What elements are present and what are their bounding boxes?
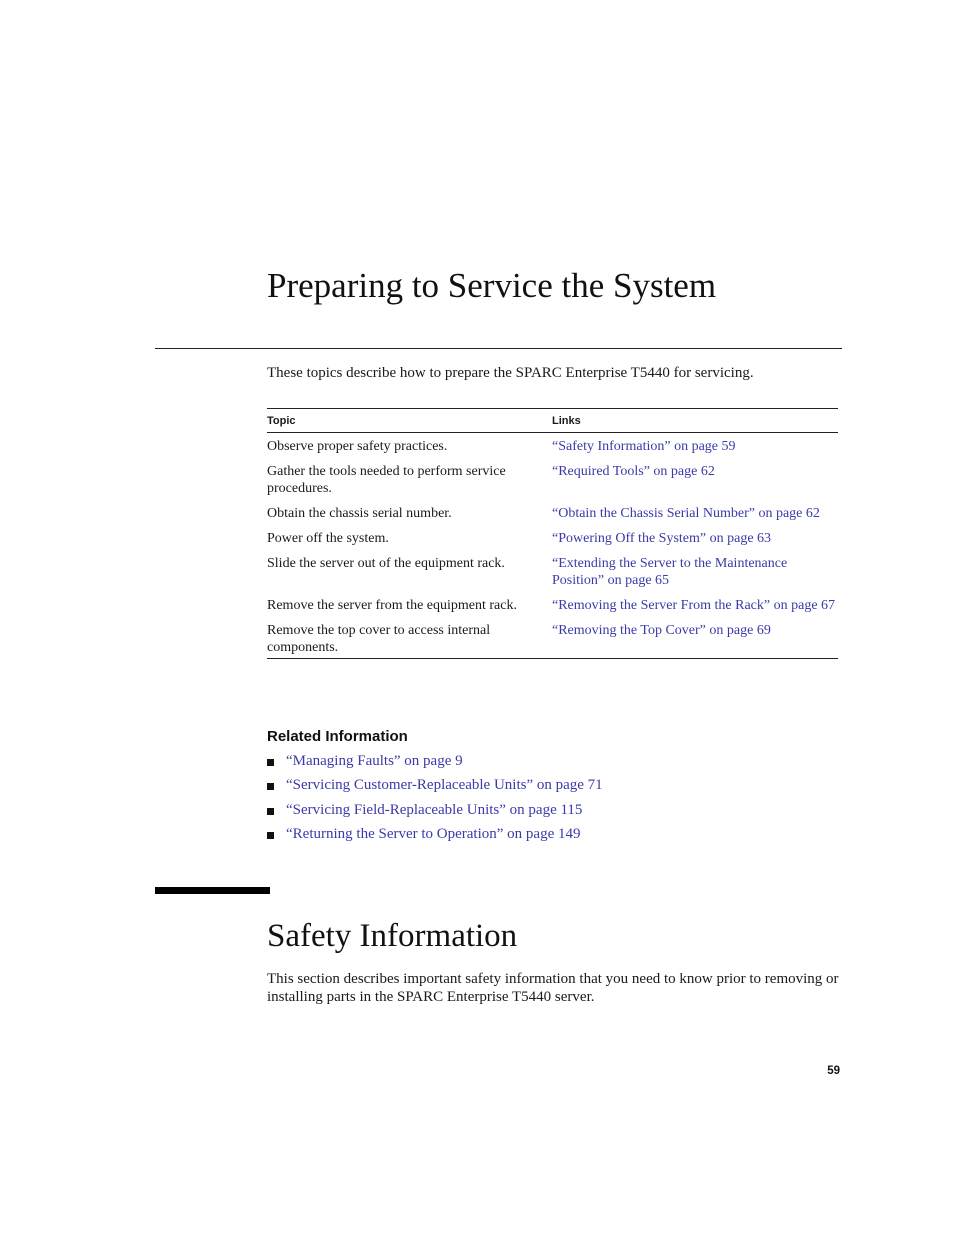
topic-link[interactable]: “Obtain the Chassis Serial Number” on page 62	[552, 506, 820, 521]
topic-cell: Gather the tools needed to perform service procedures.	[267, 464, 506, 496]
topic-link[interactable]: “Removing the Server From the Rack” on page 67	[552, 598, 836, 613]
page-number: 59	[827, 1065, 840, 1077]
related-link[interactable]: “Managing Faults” on page 9	[286, 753, 463, 769]
table-row	[267, 530, 838, 555]
related-link[interactable]: “Returning the Server to Operation” on page 149	[286, 826, 581, 843]
square-bullet-icon	[267, 783, 274, 790]
square-bullet-icon	[267, 808, 274, 815]
topics-table	[267, 408, 838, 659]
list-item	[267, 824, 603, 848]
topic-cell: Slide the server out of the equipment rack.	[267, 556, 505, 571]
table-header-row	[267, 409, 838, 433]
section-divider-bar	[155, 887, 270, 894]
topic-cell: Power off the system.	[267, 531, 389, 546]
topic-link[interactable]: “Extending the Server to the Maintenance Position” on page 65	[552, 556, 788, 588]
topic-link[interactable]: “Required Tools” on page 62	[552, 464, 715, 479]
topic-cell: Observe proper safety practices.	[267, 439, 448, 454]
column-header-topic: Topic	[267, 409, 552, 433]
square-bullet-icon	[267, 759, 274, 766]
table-row	[267, 463, 838, 505]
square-bullet-icon	[267, 832, 274, 839]
list-item	[267, 751, 603, 775]
table-row	[267, 505, 838, 530]
related-link[interactable]: “Servicing Field-Replaceable Units” on page 115	[286, 801, 583, 818]
topic-link[interactable]: “Safety Information” on page 59	[552, 439, 736, 454]
list-item	[267, 800, 603, 824]
topic-link[interactable]: “Powering Off the System” on page 63	[552, 531, 772, 546]
list-item	[267, 775, 603, 799]
table-row	[267, 433, 838, 464]
related-information-heading: Related Information	[267, 728, 408, 745]
section-title: Safety Information	[267, 918, 518, 954]
chapter-rule	[155, 348, 842, 349]
topic-cell: Obtain the chassis serial number.	[267, 506, 452, 521]
section-body: This section describes important safety information that you need to know prior to removing or installing parts in the SPARC Enterprise T5440 server.	[267, 971, 839, 1005]
table-row	[267, 597, 838, 622]
table-row	[267, 622, 838, 659]
topic-link[interactable]: “Removing the Top Cover” on page 69	[552, 623, 771, 638]
chapter-title: Preparing to Service the System	[267, 266, 717, 305]
related-information-list	[267, 751, 603, 849]
column-header-links: Links	[552, 409, 838, 433]
table-row	[267, 555, 838, 597]
topic-cell: Remove the top cover to access internal components.	[267, 623, 491, 655]
topic-cell: Remove the server from the equipment rack.	[267, 598, 517, 613]
chapter-intro: These topics describe how to prepare the SPARC Enterprise T5440 for servicing.	[267, 365, 754, 381]
related-link[interactable]: “Servicing Customer-Replaceable Units” on page 71	[286, 777, 603, 794]
